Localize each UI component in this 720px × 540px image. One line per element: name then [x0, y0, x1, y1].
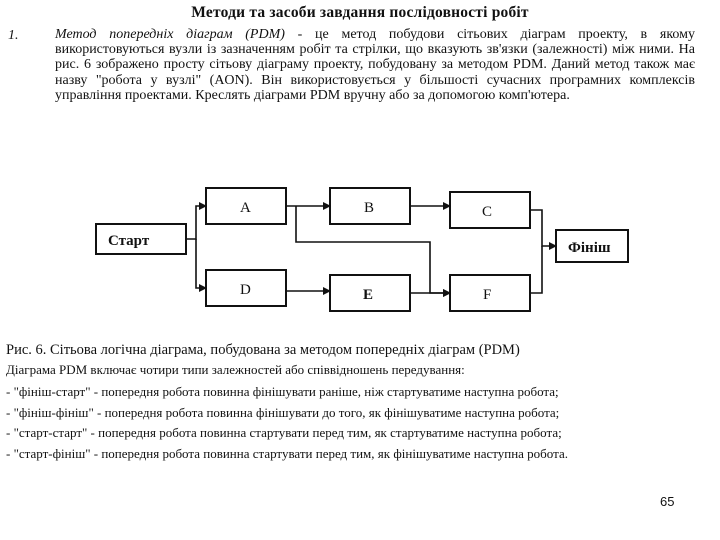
relations-list [6, 382, 716, 464]
edge-start-a [186, 206, 206, 239]
node-f-label: F [483, 287, 492, 303]
figure-caption: Рис. 6. Сітьова логічна діаграма, побудована за методом попередніх діаграм (PDM) [6, 342, 520, 358]
node-finish-label: Фініш [568, 240, 611, 256]
pdm-diagram-svg [86, 178, 646, 328]
node-e-label: E [363, 287, 374, 303]
pdm-network-diagram [86, 178, 646, 328]
node-c-label: C [482, 204, 493, 220]
edge-f-finish [530, 246, 542, 293]
node-a-label: A [240, 200, 251, 216]
edge-c-finish [530, 210, 556, 246]
node-start-label: Старт [108, 233, 150, 249]
relations-lead: Діаграма PDM включає чотири типи залежностей або співвідношень передування: [6, 362, 465, 377]
item-number: 1. [8, 28, 19, 43]
page-title: Методи та засоби завдання послідовності робіт [191, 4, 529, 21]
intro-paragraph [55, 27, 695, 103]
list-item: - "фініш-фініш" - попередня робота повинна фінішувати до того, як фінішуватиме наступна робота; [6, 404, 560, 420]
page-number: 65 [660, 494, 675, 509]
list-item: - "фініш-старт" - попередня робота повинна фінішувати раніше, ніж стартуватиме наступна робота; [6, 384, 559, 399]
node-b-label: B [364, 200, 375, 216]
node-d-label: D [240, 282, 251, 298]
list-item: - "старт-фініш" - попередня робота повинна стартувати перед тим, як фінішуватиме наступна робота. [6, 445, 568, 461]
list-item: - "старт-старт" - попередня робота повинна стартувати перед тим, як стартуватиме наступна робота; [6, 425, 562, 440]
intro-lead-term: Метод попередніх діаграм (PDM) [55, 27, 285, 42]
edge-start-d [196, 239, 206, 288]
intro-text: - це метод побудови сітьових діаграм проекту, в якому використовуються вузли із зазначенням робіт та стрілки, що вказують зв'язки (залежності) між ними. На рис. 6 зображено просту сітьову діаграму проекту, побудовану за методом PDM. Даний метод також має назву "робота у вузлі" (AON). Він використовується у більшості сучасних програмних комплексів управління проектами. Креслять діаграми PDM вручну або за допомогою комп'ютера. [55, 27, 696, 103]
